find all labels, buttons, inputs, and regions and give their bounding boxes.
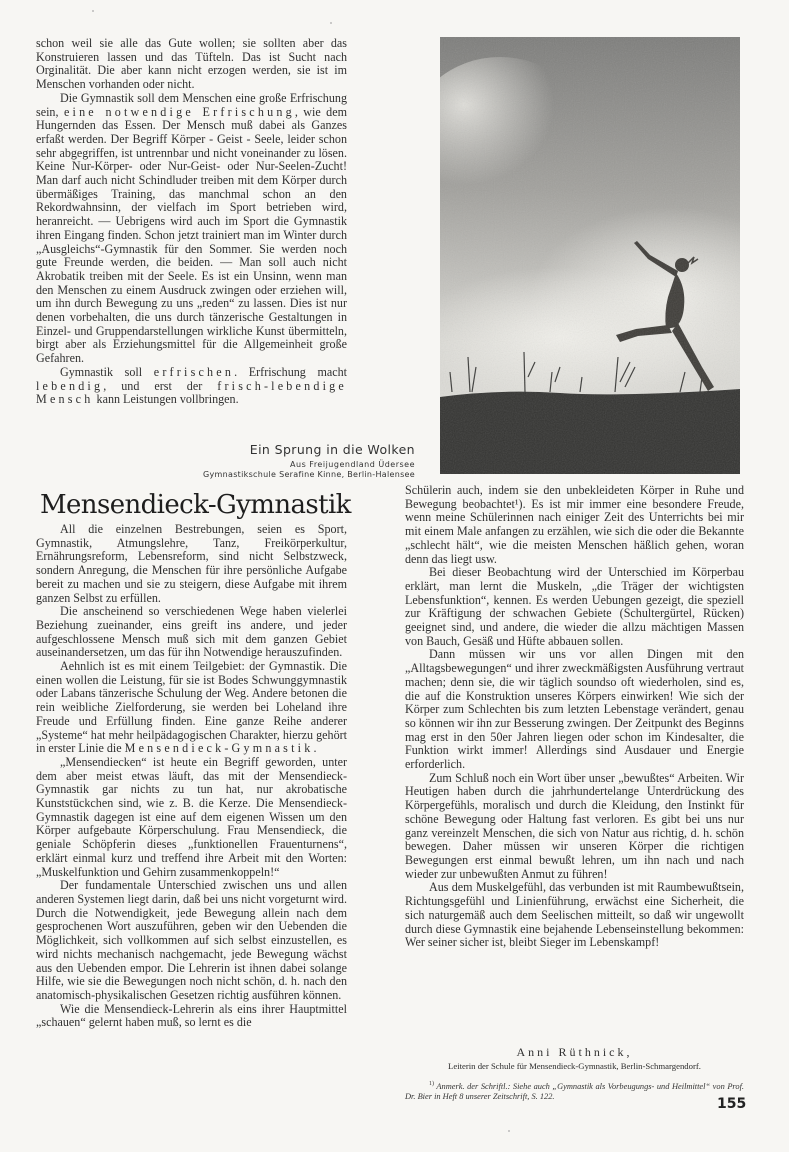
- footnote-mark: 1): [429, 1081, 434, 1087]
- paragraph: Dann müssen wir uns vor allen Dingen mit den „Alltagsbewegungen“ und ihrer zweckmäßigsten Ausführung vertraut machen; denn sie, die wir täglich soundso oft wiederholen, sind es, die auf die Konstruktion unseres Körpers einwirken! Wie sich der Körper zum Schlechten bis zum letzten Lebenstage verändert, genau so können wir ihn zur Besserung zwingen. Der Zeitpunkt des Beginns mag erst in den 50er Jahren liegen oder schon im Kindesalter, die Funktion wirkt immer! Allerdings sind Ausdauer und Energie erforderlich.: [405, 647, 744, 772]
- emphasized-text: Mensendieck-Gymnastik: [124, 741, 314, 756]
- paragraph: [36, 366, 347, 407]
- footnote-text: Anmerk. der Schriftl.: Siehe auch „Gymnastik als Vorbeugungs- und Heilmittel“ von Prof. Dr. Bier in Heft 8 unserer Zeitschrift, S. 122.: [405, 1081, 744, 1102]
- paper-speck: [330, 22, 332, 24]
- continued-text-column: [36, 37, 347, 407]
- article-left-column: [36, 523, 347, 1030]
- text-run: Training, das manchmal schon an den Rekordwahnsinn, der vielfach im Sport betrieben wird, heranreicht. — Uebrigens wird auch im Sport die Gymnastik ihren Eingang finden. Schon jetzt trainiert man im Winter durch „Ausgleichs“-Gymnastik für den Sommer. Sie werden noch gute Freunde werden, die beiden. — Man soll auch nicht Akrobatik treiben mit der Seele. Es ist ein Unsinn, wenn man den Menschen zu einem Ausdruck zwingen oder erziehen will, um ihn durch Bewegung zu uns „reden“ zu lassen. Dies ist nur denen vorbehalten, die uns durch tänzerische Gestaltungen in Einzel- und Gruppendarstellungen wirkliche Kunst übermitteln, birgt aber als Erziehungsmittel für die Allgemeinheit große Gefahren.: [36, 186, 347, 366]
- paragraph: „Mensendiecken“ ist heute ein Begriff geworden, unter dem aber meist etwas läuft, das mit der Mensendieck-Gymnastik gar nichts zu tun hat, nur akrobatische Kunststückchen sind, wie z. B. die Kerze. Die Mensendieck-Gymnastik dagegen ist eine auf dem eigenen Wissen um den Körper aufgebaute Körperschulung. Frau Mensendieck, die geniale Schöpferin dieses „funktionellen Frauenturnens“, erklärt einmal kurz und treffend ihre Arbeit mit den Worten: „Muskelfunktion und Gehirn zusammenkoppeln!“: [36, 754, 347, 879]
- paragraph: [36, 660, 347, 756]
- paragraph: Aus dem Muskelgefühl, das verbunden ist mit Raumbewußtsein, Richtungsgefühl und Linienführung, erwächst eine Sicherheit, die sich naturgemäß auch dem Seelischen mitteilt, so daß wir ungewollt durch diese Gymnastik eine bejahende Lebenseinstellung bekommen: Wer seiner sicher ist, bleibt Sieger im Lebenskampf!: [405, 880, 744, 950]
- footnote: [405, 1079, 744, 1103]
- text-run: , und erst der: [103, 378, 218, 393]
- paragraph: Bei dieser Beobachtung wird der Unterschied im Körperbau erklärt, man lernt die Muskeln, „die Träger der wichtigsten Lebensfunktion“, kennen. Es werden Uebungen gezeigt, die speziell zur Kräftigung der schwachen Gebiete (Schultergürtel, Rücken) geeignet sind, und andere, die wieder die allzu mächtigen Massen von Bauch, Gesäß und Hüfte abbauen sollen.: [405, 565, 744, 648]
- photo-illustration: [440, 37, 740, 474]
- author-signature: Anni Rüthnick,: [516, 1045, 633, 1059]
- paragraph: Die anscheinend so verschiedenen Wege haben vielerlei Beziehung zueinander, eins greift ins andere, und jeder aufgeschlossene Mensch muß sich mit dem ganzen Gebiet auseinandersetzen, um das für ihn Notwendige herauszufinden.: [36, 604, 347, 660]
- text-run: Gymnastik soll: [60, 364, 154, 379]
- article-title: Mensendieck-Gymnastik: [40, 490, 351, 520]
- paper-speck: [508, 1130, 510, 1132]
- emphasized-text: eine notwendige Erfrischung: [63, 104, 295, 119]
- paragraph: [36, 92, 347, 366]
- text-run: kann Leistungen vollbringen.: [93, 392, 239, 407]
- emphasized-text: lebendig: [36, 378, 104, 393]
- paragraph: Der fundamentale Unterschied zwischen uns und allen anderen Systemen liegt darin, daß bei uns nicht vorgeturnt wird. Durch die Notwendigkeit, jede Bewegung allein nach dem gesprochenen Wort auszuführen, geben wir den Uebenden die Möglichkeit, sich vollkommen auf sich selbst einzustellen, es wird nichts mechanisch nachgemacht, jede Bewegung wächst aus den Uebenden empor. Die Lehrerin ist ihnen dabei solange Hilfe, wie sie die Bewegungen noch nicht schön, d. h. nach den anatomisch-physikalischen Gesetzen richtig ausführen können.: [36, 878, 347, 1002]
- emphasized-text: erfrischen: [153, 364, 235, 379]
- photo-caption-credit: Gymnastikschule Serafine Kinne, Berlin-Halensee: [203, 470, 415, 479]
- paragraph: Schülerin auch, indem sie den unbekleideten Körper in Ruhe und Bewegung beobachtet¹). Es ist mir immer eine besondere Freude, wenn meine Schülerinnen nach einiger Zeit des Unterrichts bei mir mit einem Male anfangen zu erzählen, wie sich die oder die Bekannte „schlecht hält“, wie die meisten Menschen häßlich gehen, woran denn das liegt usw.: [405, 483, 744, 566]
- emphasized-text: frisch-lebendige Mensch: [36, 378, 347, 407]
- text-run: , wie dem Hungernden das Essen. Der Mensch muß dabei als Ganzes erfaßt werden. Der Begriff Körper - Geist - Seele, leider schon sehr abgegriffen, ist untrennbar und nicht voneinander zu lösen. Keine Nur-Körper- oder Nur-Geist- oder Nur-Seelen-Zucht! Man darf auch nicht Schindluder treiben mit dem Körper durch übermäßiges: [36, 104, 347, 201]
- text-run: Die Gymnastik soll dem Menschen eine große Erfrischung sein,: [36, 90, 347, 119]
- page-number: 155: [717, 1096, 747, 1112]
- paper-speck: [92, 10, 94, 12]
- paragraph: schon weil sie alle das Gute wollen; sie sollten aber das Konstruieren lassen und das Tüfteln. Das ist Sucht nach Orginalität. Die aber kann nicht erzogen werden, sie ist im Menschen vorhanden oder nicht.: [36, 36, 347, 92]
- text-run: Aehnlich ist es mit einem Teilgebiet: der Gymnastik. Die einen wollen die Leistung, für sie ist Bodes Schwunggymnastik oder Labans tänzerische Schulung der Weg. Andere betonen die rein weibliche Zielforderung, sie werden bei Loheland ihre Freude und Erfüllung finden. Eine ganze Reihe anderer „Systeme“ hat mehr heilpädagogischen Charakter, hierzu gehört in erster Linie die: [36, 659, 347, 756]
- author-affiliation: Leiterin der Schule für Mensendieck-Gymnastik, Berlin-Schmargendorf.: [448, 1061, 701, 1071]
- photo-grain: [440, 37, 740, 474]
- photo-caption-title: Ein Sprung in die Wolken: [249, 442, 415, 457]
- photo-caption-source: Aus Freijugendland Üdersee: [290, 460, 415, 469]
- paragraph: All die einzelnen Bestrebungen, seien es Sport, Gymnastik, Atmungslehre, Tanz, Freikörperkultur, Ernährungsreform, Lebensreform, sind nicht Selbstzweck, sondern Anregung, die Menschen für ihre persönliche Aufgabe bereit zu machen und sie zu steigern, diese Aufgabe mit ihrem ganzen Selbst zu erfüllen.: [36, 522, 347, 605]
- paragraph: Wie die Mensendieck-Lehrerin als eins ihrer Hauptmittel „schauen“ gelernt haben muß, so lernt es die: [36, 1001, 347, 1030]
- text-run: . Erfrischung macht: [234, 364, 347, 379]
- paragraph: Zum Schluß noch ein Wort über unser „bewußtes“ Arbeiten. Wir Heutigen haben durch die jahrhundertelange Unterdrückung des Körpergefühls, moralisch und durch die Kleidung, den Instinkt für schöne Bewegung oder Haltung fast verloren. Es gibt bei uns nur ganz vereinzelt Menschen, die sich von Natur aus richtig, d. h. schön bewegen. Daher müssen wir unseren Körper die richtigen Bewegungen erst einmal bewußt lehren, um ihn nach und nach wieder zur unbewußten Anmut zu führen!: [405, 770, 744, 881]
- text-run: .: [313, 741, 317, 756]
- photo-leaping-gymnast: [440, 37, 740, 474]
- article-right-column: [405, 484, 744, 950]
